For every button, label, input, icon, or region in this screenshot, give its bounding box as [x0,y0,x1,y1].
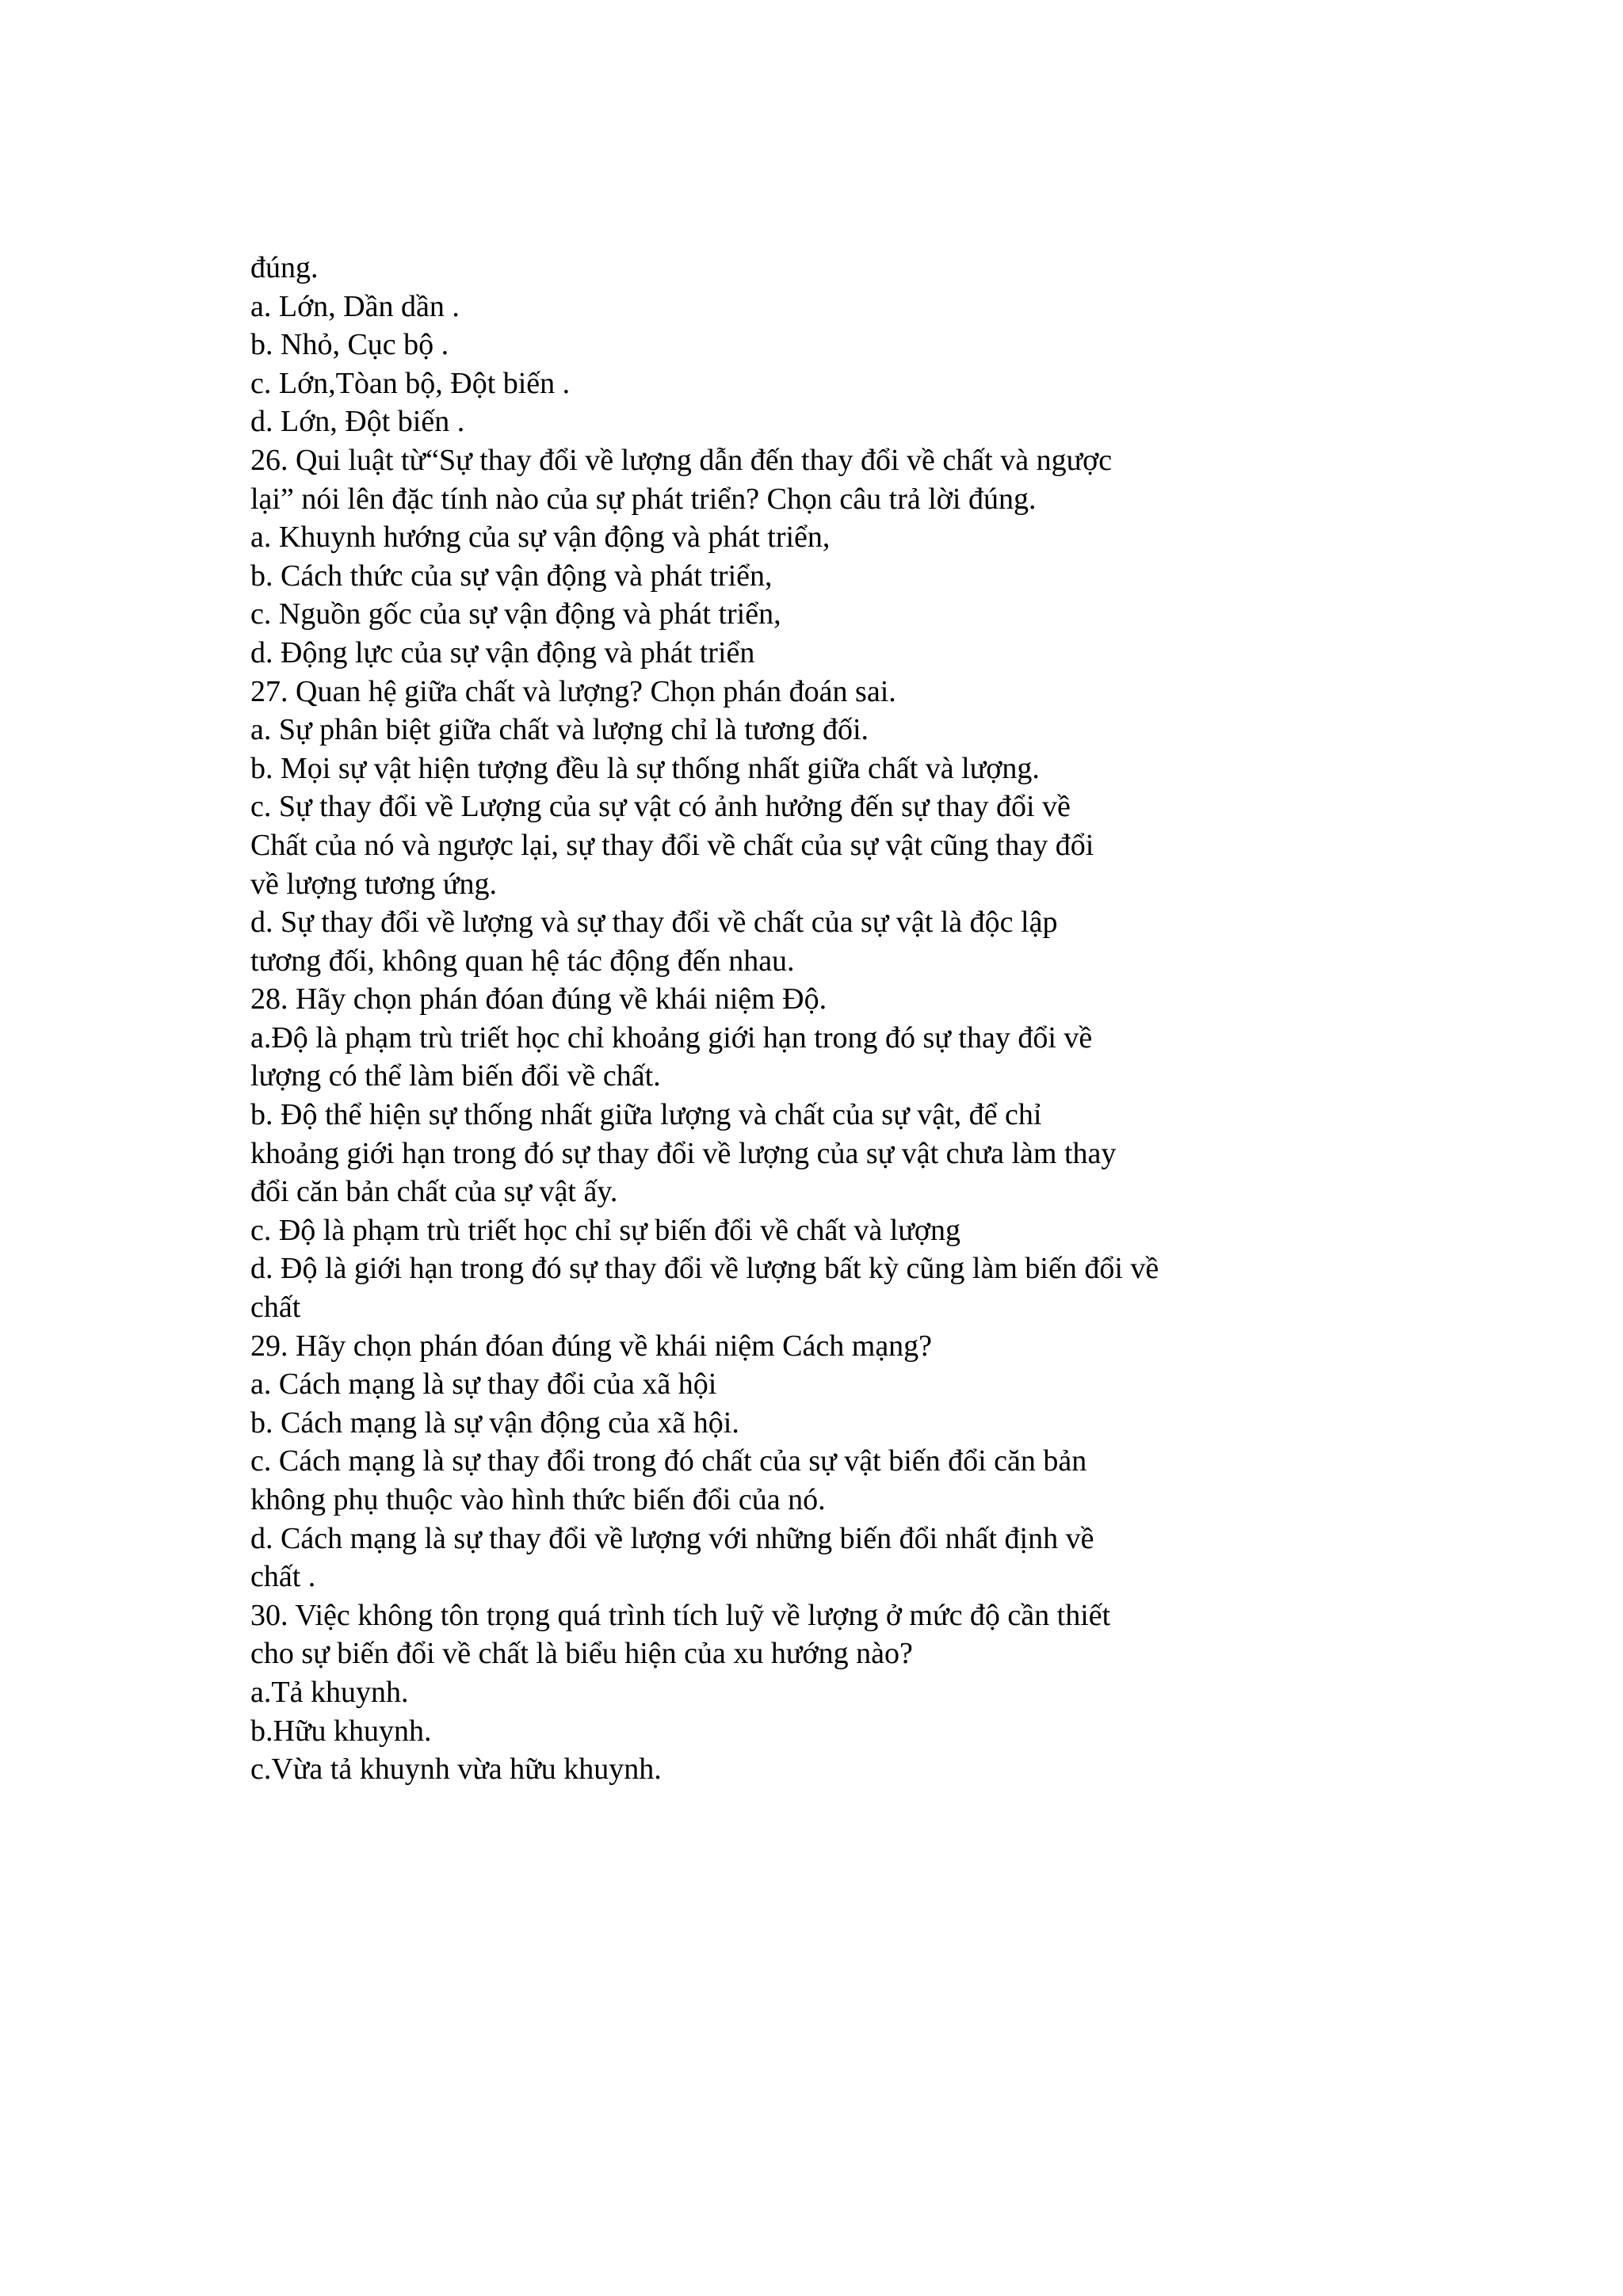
answer-option: b. Độ thể hiện sự thống nhất giữa lượng và chất của sự vật, để chỉ [250,1098,1042,1132]
answer-option: b. Cách thức của sự vận động và phát triển, [250,559,773,593]
answer-option: c.Vừa tả khuynh vừa hữu khuynh. [250,1753,662,1787]
question-30: 30. Việc không tôn trọng quá trình tích luỹ về lượng ở mức độ cần thiết [250,1598,1111,1632]
answer-option: a. Sự phân biệt giữa chất và lượng chỉ là tương đối. [250,713,869,747]
answer-option: a. Lớn, Dần dần . [250,289,460,323]
answer-option-continued: tương đối, không quan hệ tác động đến nhau. [250,944,795,978]
text-line: đúng. [250,251,319,284]
answer-option: c. Độ là phạm trù triết học chỉ sự biến đổi về chất và lượng [250,1213,960,1247]
question-26: 26. Qui luật từ“Sự thay đổi về lượng dẫn đến thay đổi về chất và ngược [250,443,1113,477]
question-26-continued: lại” nói lên đặc tính nào của sự phát triển? Chọn câu trả lời đúng. [250,482,1037,516]
answer-option: c. Cách mạng là sự thay đổi trong đó chất của sự vật biến đổi căn bản [250,1444,1087,1478]
answer-option: b. Mọi sự vật hiện tượng đều là sự thống nhất giữa chất và lượng. [250,751,1040,785]
answer-option: a.Tả khuynh. [250,1675,409,1709]
answer-option: a. Cách mạng là sự thay đổi của xã hội [250,1367,717,1402]
answer-option: b.Hữu khuynh. [250,1714,432,1748]
answer-option: a.Độ là phạm trù triết học chỉ khoảng giới hạn trong đó sự thay đổi về [250,1020,1093,1055]
answer-option: d. Lớn, Đột biến . [250,405,465,439]
question-29: 29. Hãy chọn phán đóan đúng về khái niệm Cách mạng? [250,1329,933,1363]
answer-option-continued: không phụ thuộc vào hình thức biến đổi của nó. [250,1483,826,1516]
answer-option: a. Khuynh hướng của sự vận động và phát triển, [250,521,831,555]
answer-option-continued: Chất của nó và ngược lại, sự thay đổi về chất của sự vật cũng thay đổi [250,828,1094,862]
answer-option-continued: khoảng giới hạn trong đó sự thay đổi về lượng của sự vật chưa làm thay [250,1136,1117,1170]
answer-option-continued: lượng có thể làm biến đổi về chất. [250,1059,661,1093]
question-27: 27. Quan hệ giữa chất và lượng? Chọn phán đoán sai. [250,674,896,708]
answer-option-continued: về lượng tương ứng. [250,867,497,901]
answer-option-continued: chất . [250,1560,316,1594]
answer-option: c. Nguồn gốc của sự vận động và phát triển, [250,597,781,631]
answer-option: d. Độ là giới hạn trong đó sự thay đổi về lượng bất kỳ cũng làm biến đổi về [250,1252,1159,1286]
answer-option-continued: đổi căn bản chất của sự vật ấy. [250,1175,618,1209]
answer-option: b. Cách mạng là sự vận động của xã hội. [250,1405,739,1440]
answer-option: d. Cách mạng là sự thay đổi về lượng với những biến đổi nhất định về [250,1521,1094,1555]
answer-option: b. Nhỏ, Cục bộ . [250,328,449,362]
question-28: 28. Hãy chọn phán đóan đúng về khái niệm Độ. [250,982,827,1016]
document-text [250,249,1392,1789]
answer-option: c. Lớn,Tòan bộ, Đột biến . [250,366,571,400]
answer-option: d. Sự thay đổi về lượng và sự thay đổi về chất của sự vật là độc lập [250,906,1058,940]
answer-option: c. Sự thay đổi về Lượng của sự vật có ảnh hưởng đến sự thay đổi về [250,790,1071,824]
answer-option-continued: chất [250,1291,301,1325]
question-30-continued: cho sự biến đổi về chất là biểu hiện của xu hướng nào? [250,1637,913,1671]
answer-option: d. Động lực của sự vận động và phát triển [250,635,755,669]
